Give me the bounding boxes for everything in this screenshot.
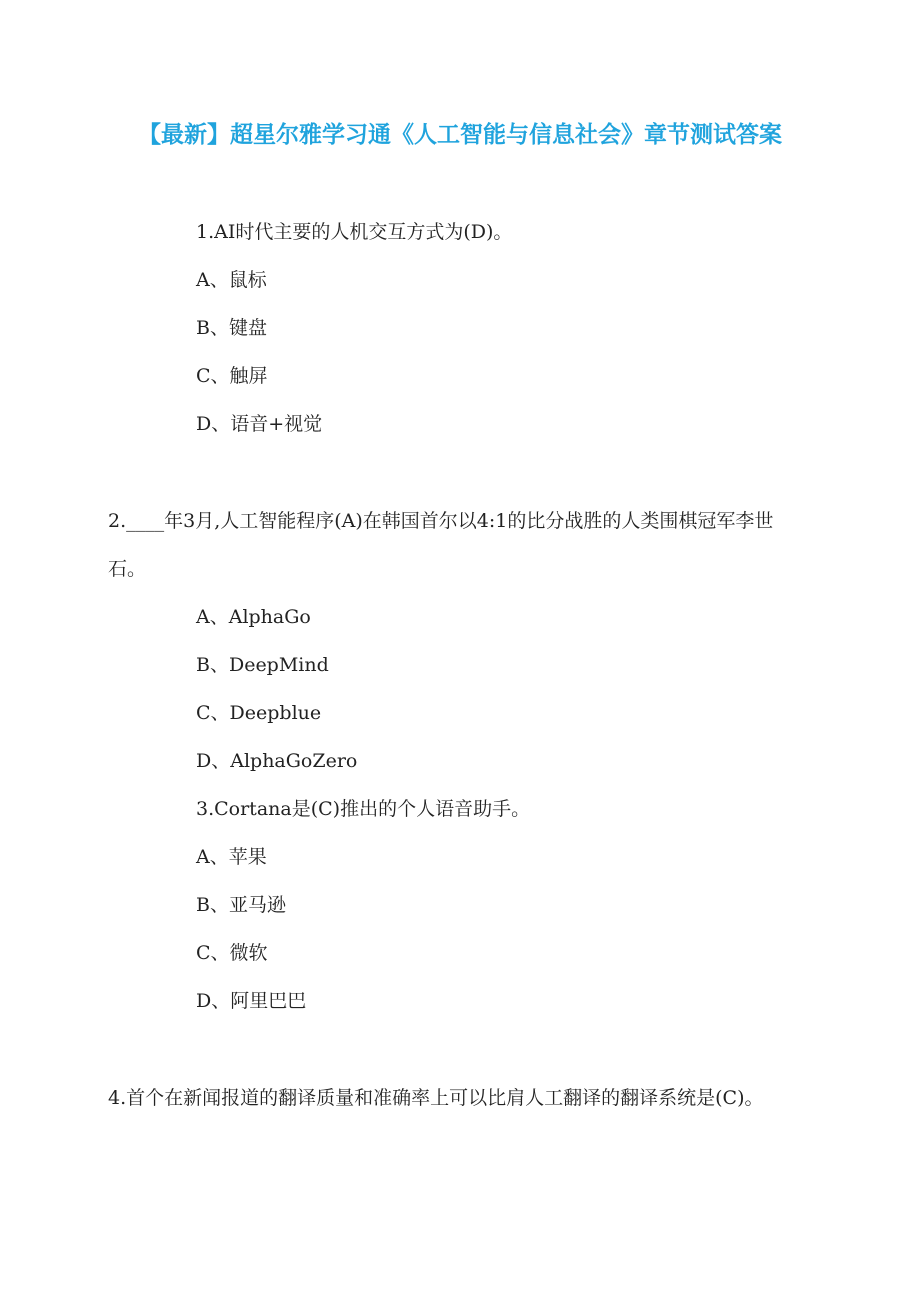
document-title: 【最新】超星尔雅学习通《人工智能与信息社会》章节测试答案 [138,122,782,148]
question-2-option-d: D、AlphaGoZero [196,750,358,772]
question-2-option-b: B、DeepMind [196,654,329,676]
question-2-option-a: A、AlphaGo [196,606,311,628]
question-3-option-b: B、亚马逊 [196,894,286,916]
question-4-stem: 4.首个在新闻报道的翻译质量和准确率上可以比肩人工翻译的翻译系统是(C)。 [108,1087,764,1109]
question-3-stem: 3.Cortana是(C)推出的个人语音助手。 [196,798,531,820]
question-3-option-c: C、微软 [196,942,268,964]
question-3-option-d: D、阿里巴巴 [196,990,307,1012]
question-3-option-a: A、苹果 [196,846,267,868]
question-1-option-b: B、键盘 [196,317,267,339]
question-1-option-d: D、语音+视觉 [196,413,323,435]
question-1-option-a: A、鼠标 [196,269,267,291]
question-1-stem: 1.AI时代主要的人机交互方式为(D)。 [196,221,513,243]
question-2-option-c: C、Deepblue [196,702,322,724]
question-2-stem: 2.____年3月,人工智能程序(A)在韩国首尔以4:1的比分战胜的人类围棋冠军李世石。 [108,510,774,580]
question-1-option-c: C、触屏 [196,365,268,387]
